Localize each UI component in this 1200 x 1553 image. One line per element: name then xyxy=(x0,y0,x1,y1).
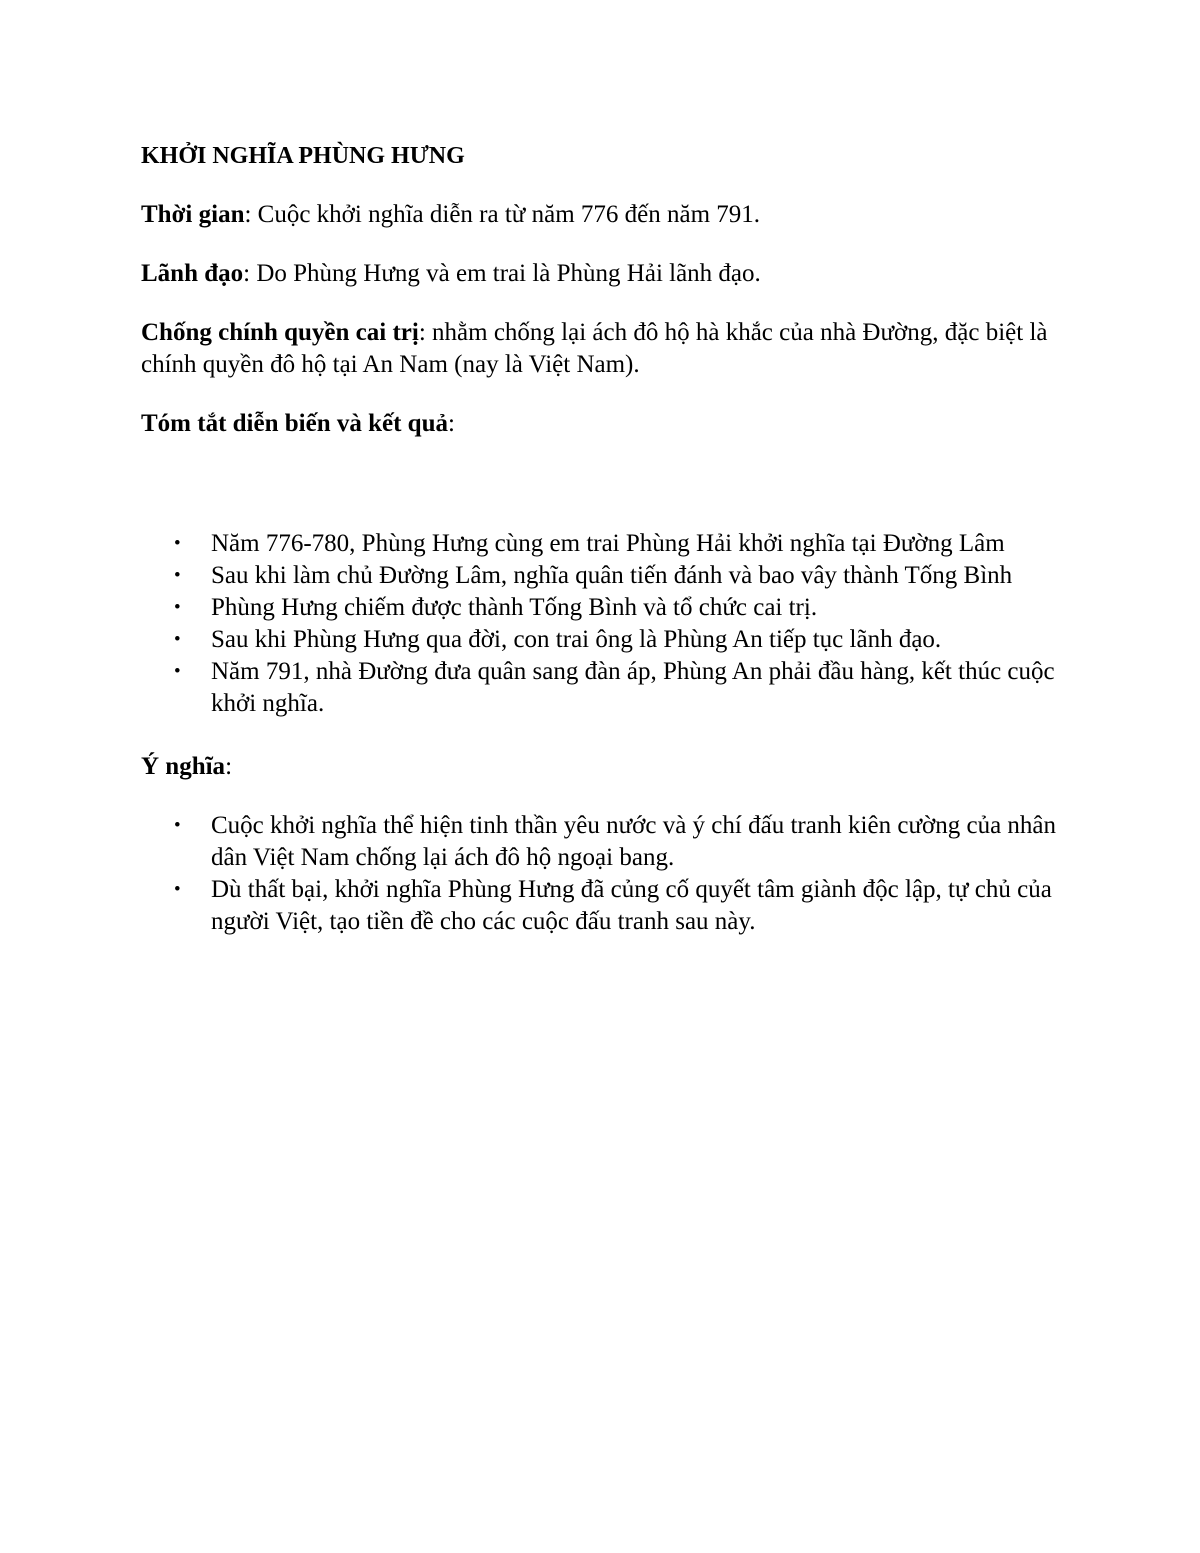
list-item xyxy=(141,528,1061,560)
list-item xyxy=(141,624,1061,656)
list-item-text: Phùng Hưng chiếm được thành Tống Bình và tổ chức cai trị. xyxy=(211,594,818,621)
opposition-paragraph xyxy=(141,317,1061,381)
time-paragraph xyxy=(141,199,1061,231)
bullet-icon: • xyxy=(174,815,181,836)
document-body xyxy=(141,140,1061,938)
document-title: KHỞI NGHĨA PHÙNG HƯNG xyxy=(141,143,465,169)
summary-heading-label: Tóm tắt diễn biến và kết quả xyxy=(141,410,448,437)
list-item xyxy=(141,810,1061,874)
list-item xyxy=(141,592,1061,624)
list-item-text: Dù thất bại, khởi nghĩa Phùng Hưng đã củng cố quyết tâm giành độc lập, tự chủ của người Việt, tạo tiền đề cho các cuộc đấu tranh sau này. xyxy=(211,876,1052,935)
time-label: Thời gian xyxy=(141,201,245,228)
bullet-icon: • xyxy=(174,879,181,900)
list-item-text: Sau khi làm chủ Đường Lâm, nghĩa quân tiến đánh và bao vây thành Tống Bình xyxy=(211,562,1013,589)
leader-text: : Do Phùng Hưng và em trai là Phùng Hải lãnh đạo. xyxy=(243,260,761,287)
list-item xyxy=(141,656,1061,720)
significance-list xyxy=(141,810,1061,938)
list-item-text: Năm 776-780, Phùng Hưng cùng em trai Phùng Hải khởi nghĩa tại Đường Lâm xyxy=(211,530,1005,557)
summary-heading-colon: : xyxy=(447,410,455,437)
bullet-icon: • xyxy=(174,565,181,586)
list-item-text: Sau khi Phùng Hưng qua đời, con trai ông là Phùng An tiếp tục lãnh đạo. xyxy=(211,626,942,653)
list-item-text: Cuộc khởi nghĩa thể hiện tinh thần yêu nước và ý chí đấu tranh kiên cường của nhân dân Việt Nam chống lại ách đô hộ ngoại bang. xyxy=(211,812,1057,871)
list-item-text: Năm 791, nhà Đường đưa quân sang đàn áp, Phùng An phải đầu hàng, kết thúc cuộc khởi nghĩa. xyxy=(211,658,1055,717)
leader-label: Lãnh đạo xyxy=(141,260,244,287)
list-item xyxy=(141,560,1061,592)
opposition-text: : nhằm chống lại ách đô hộ hà khắc của nhà Đường, đặc biệt là chính quyền đô hộ tại An Nam (nay là Việt Nam). xyxy=(141,319,1048,378)
summary-list xyxy=(141,528,1061,720)
bullet-icon: • xyxy=(174,661,181,682)
significance-heading-label: Ý nghĩa xyxy=(141,753,226,780)
significance-heading-colon: : xyxy=(225,753,233,780)
bullet-icon: • xyxy=(174,629,181,650)
leader-paragraph xyxy=(141,258,1061,290)
significance-heading xyxy=(141,751,1061,783)
summary-heading xyxy=(141,408,1061,440)
opposition-label: Chống chính quyền cai trị xyxy=(141,319,419,346)
list-item xyxy=(141,874,1061,938)
bullet-icon: • xyxy=(174,533,181,554)
time-text: : Cuộc khởi nghĩa diễn ra từ năm 776 đến năm 791. xyxy=(244,201,761,228)
bullet-icon: • xyxy=(174,597,181,618)
